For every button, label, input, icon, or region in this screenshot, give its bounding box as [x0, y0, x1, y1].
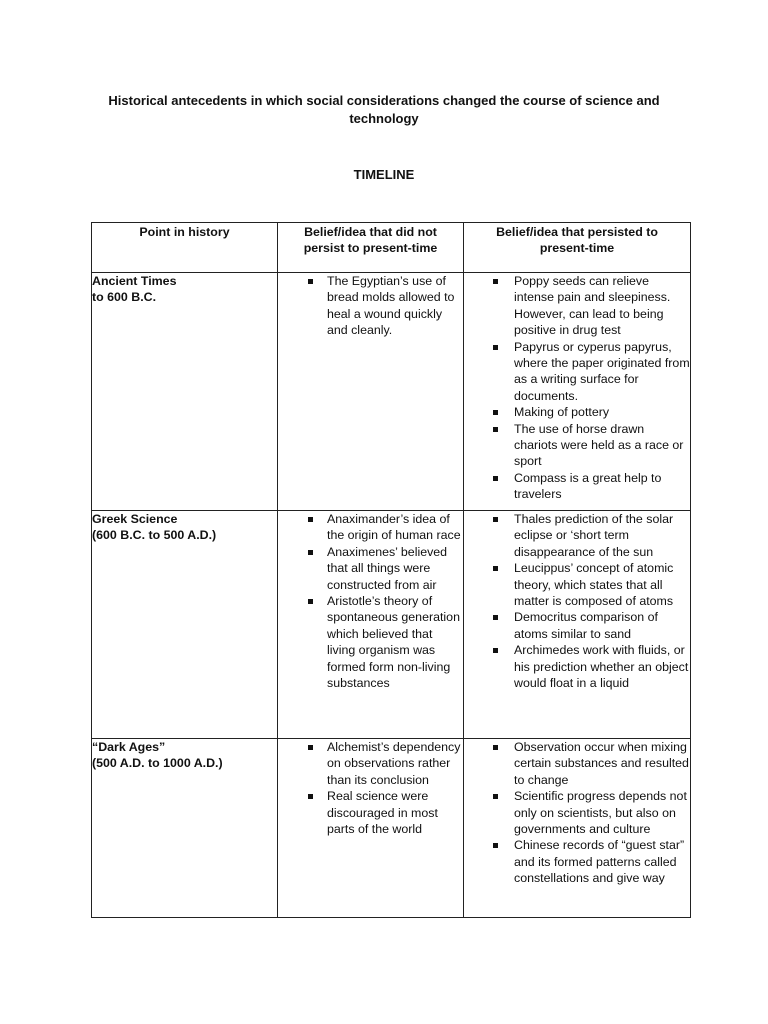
table-row — [92, 739, 691, 918]
square-bullet-icon — [308, 279, 313, 284]
period-name: “Dark Ages” — [92, 740, 166, 754]
list-item: Observation occur when mixing certain substances and resulted to change — [464, 739, 690, 788]
square-bullet-icon — [308, 517, 313, 522]
table-row — [92, 511, 691, 739]
list-item: Scientific progress depends not only on scientists, but also on governments and culture — [464, 788, 690, 837]
list-item: Compass is a great help to travelers — [464, 470, 690, 503]
persisted-cell — [464, 273, 691, 511]
list-item: Democritus comparison of atoms similar to sand — [464, 609, 690, 642]
list-item: Aristotle’s theory of spontaneous generation which believed that living organism was formed form non-living substances — [278, 593, 463, 691]
period-cell — [92, 273, 278, 511]
table-row — [92, 273, 691, 511]
header-persisted: Belief/idea that persisted to present-time — [464, 223, 691, 273]
not-persisted-cell — [278, 739, 464, 918]
document-title: Historical antecedents in which social considerations changed the course of science and technology — [108, 93, 660, 126]
list-item: Alchemist’s dependency on observations rather than its conclusion — [278, 739, 463, 788]
square-bullet-icon — [493, 476, 498, 481]
square-bullet-icon — [493, 745, 498, 750]
not-persisted-cell — [278, 273, 464, 511]
list-item: Anaximenes’ believed that all things were constructed from air — [278, 544, 463, 593]
list-item: The Egyptian’s use of bread molds allowed to heal a wound quickly and cleanly. — [278, 273, 463, 339]
list-item: Leucippus’ concept of atomic theory, which states that all matter is composed of atoms — [464, 560, 690, 609]
timeline-table — [91, 222, 691, 918]
square-bullet-icon — [493, 615, 498, 620]
square-bullet-icon — [493, 279, 498, 284]
square-bullet-icon — [493, 648, 498, 653]
list-item: Poppy seeds can relieve intense pain and sleepiness. However, can lead to being positive in drug test — [464, 273, 690, 339]
square-bullet-icon — [493, 410, 498, 415]
period-cell — [92, 739, 278, 918]
square-bullet-icon — [308, 794, 313, 799]
list-item: Making of pottery — [464, 404, 690, 420]
persisted-cell — [464, 739, 691, 918]
table-header-row — [92, 223, 691, 273]
square-bullet-icon — [493, 566, 498, 571]
square-bullet-icon — [493, 345, 498, 350]
square-bullet-icon — [308, 745, 313, 750]
period-range: to 600 B.C. — [92, 290, 157, 305]
not-persisted-cell — [278, 511, 464, 739]
list-item: Papyrus or cyperus papyrus, where the paper originated from as a writing surface for documents. — [464, 339, 690, 405]
period-name: Greek Science — [92, 512, 178, 526]
header-point-in-history: Point in history — [92, 223, 278, 273]
header-not-persisted: Belief/idea that did not persist to present-time — [278, 223, 464, 273]
square-bullet-icon — [308, 550, 313, 555]
list-item: Thales prediction of the solar eclipse or ‘short term disappearance of the sun — [464, 511, 690, 560]
list-item: Real science were discouraged in most parts of the world — [278, 788, 463, 837]
list-item: Chinese records of “guest star” and its formed patterns called constellations and give way — [464, 837, 690, 886]
list-item: Anaximander’s idea of the origin of human race — [278, 511, 463, 544]
square-bullet-icon — [308, 599, 313, 604]
list-item: Archimedes work with fluids, or his prediction whether an object would float in a liquid — [464, 642, 690, 691]
period-cell — [92, 511, 278, 739]
timeline-heading: TIMELINE — [353, 167, 415, 182]
period-range: (600 B.C. to 500 A.D.) — [92, 528, 217, 543]
period-range: (500 A.D. to 1000 A.D.) — [92, 756, 223, 771]
square-bullet-icon — [493, 794, 498, 799]
square-bullet-icon — [493, 427, 498, 432]
period-name: Ancient Times — [92, 274, 177, 288]
persisted-cell — [464, 511, 691, 739]
square-bullet-icon — [493, 517, 498, 522]
list-item: The use of horse drawn chariots were held as a race or sport — [464, 421, 690, 470]
square-bullet-icon — [493, 843, 498, 848]
